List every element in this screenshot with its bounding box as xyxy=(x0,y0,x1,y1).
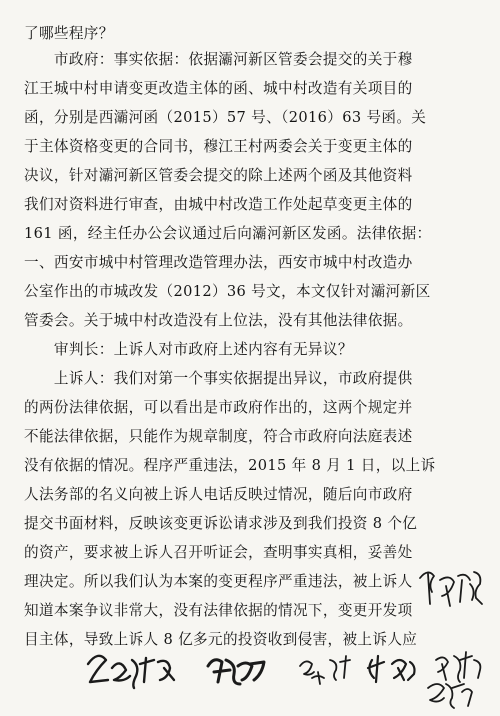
text-line: 不能法律依据，只能作为规章制度，符合市政府向法庭表述 xyxy=(24,428,413,445)
text-line: 决议，针对灞河新区管委会提交的除上述两个函及其他资料 xyxy=(24,167,413,184)
text-line: 公室作出的市城改发（2012）36 号文，本文仅针对灞河新区 xyxy=(24,283,431,300)
signature-6 xyxy=(428,684,472,708)
signature-5 xyxy=(436,652,480,682)
text-line: 一、西安市城中村管理改造管理办法，西安市城中村改造办 xyxy=(24,254,413,271)
signature-3 xyxy=(300,656,350,684)
text-line: 理决定。所以我们认为本案的变更程序严重违法，被上诉人 xyxy=(24,573,413,590)
text-line: 知道本案争议非常大，没有法律依据的情况下，变更开发项 xyxy=(24,602,413,619)
signature-1 xyxy=(88,656,174,688)
text-line: 我们对资料进行审查，由城中村改造工作处起草变更主体的 xyxy=(24,196,413,213)
text-line: 江王城中村申请变更改造主体的函、城中村改造有关项目的 xyxy=(24,80,413,97)
text-line: 的两份法律依据，可以看出是市政府作出的，这两个规定并 xyxy=(24,399,413,416)
text-line: 函，分别是西灞河函（2015）57 号、（2016）63 号函。关 xyxy=(24,109,427,126)
text-line: 于主体资格变更的合同书，穆江王村两委会关于变更主体的 xyxy=(24,138,413,155)
text-line: 市政府：事实依据：依据灞河新区管委会提交的关于穆 xyxy=(24,51,413,68)
text-line: 提交书面材料，反映该变更诉讼请求涉及到我们投资 8 个亿 xyxy=(24,515,418,532)
text-line: 没有依据的情况。程序严重违法，2015 年 8 月 1 日，以上诉 xyxy=(24,457,436,474)
text-line: 了哪些程序？ xyxy=(24,25,114,42)
text-line: 审判长：上诉人对市政府上述内容有无异议？ xyxy=(24,341,353,358)
text-line: 上诉人：我们对第一个事实依据提出异议，市政府提供 xyxy=(24,370,413,387)
text-line: 人法务部的名义向被上诉人电话反映过情况，随后向市政府 xyxy=(24,486,413,503)
text-line: 目主体，导致上诉人 8 亿多元的投资收到侵害，被上诉人应 xyxy=(24,631,418,648)
text-line: 管委会。关于城中村改造没有上位法，没有其他法律依据。 xyxy=(24,312,413,329)
text-line: 161 函，经主任办公会议通过后向灞河新区发函。法律依据： xyxy=(24,225,432,242)
text-line: 的资产，要求被上诉人召开听证会，查明事实真相，妥善处 xyxy=(24,544,413,561)
signature-2 xyxy=(208,660,264,684)
signature-4 xyxy=(368,656,415,682)
